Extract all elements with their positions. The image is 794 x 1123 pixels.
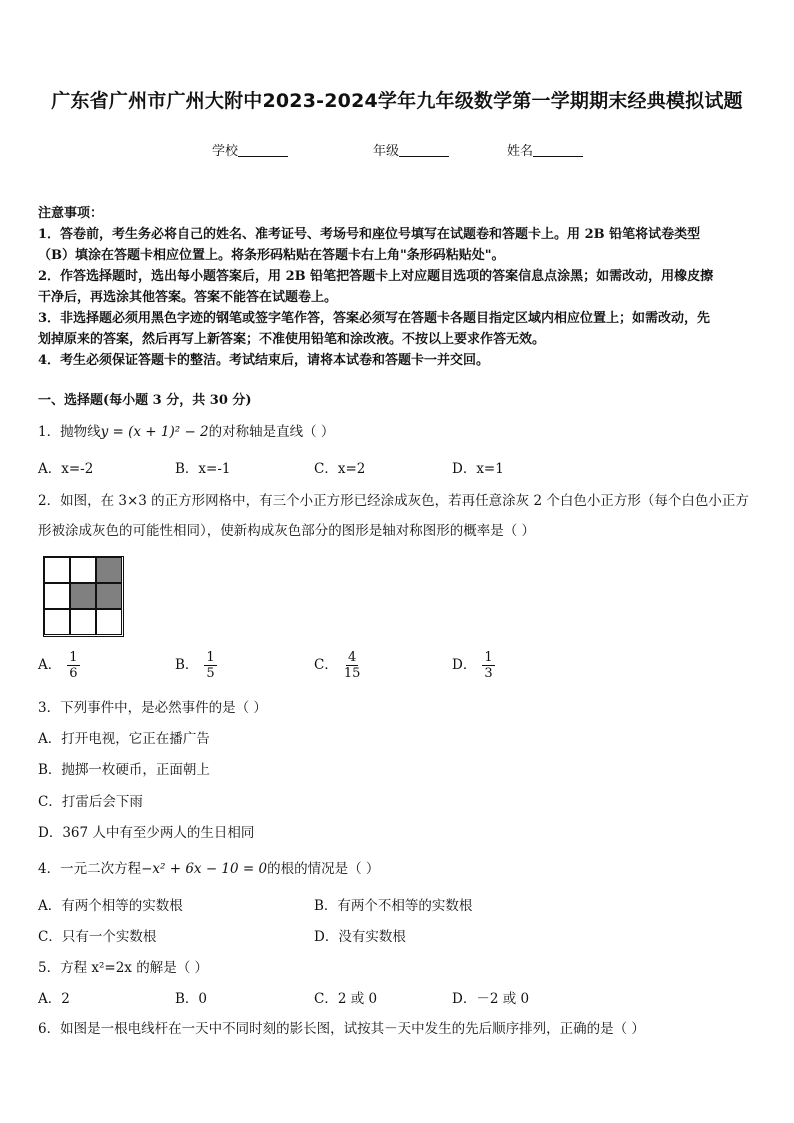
grid-cell <box>44 557 70 583</box>
denominator: 15 <box>343 666 361 681</box>
q3-option-d[interactable]: D．367 人中有至少两人的生日相同 <box>38 825 255 841</box>
option-label: A． <box>38 657 62 673</box>
fraction <box>482 650 494 681</box>
q5-option-b[interactable]: B．0 <box>175 991 208 1007</box>
q5-option-a[interactable]: A．2 <box>38 991 70 1007</box>
q4-equation: −x² + 6x − 10 = 0 <box>141 861 268 877</box>
grid-cell <box>70 609 96 635</box>
q4-pre: 4．一元二次方程 <box>38 861 142 877</box>
q2-option-a[interactable] <box>38 650 80 681</box>
question-2-stem-line2: 形被涂成灰色的可能性相同），使新构成灰色部分的图形是轴对称图形的概率是（ ） <box>38 523 536 539</box>
q1-option-d[interactable]: D．x=1 <box>452 461 504 477</box>
question-6-stem: 6．如图是一根电线杆在一天中不同时刻的影长图，试按其－天中发生的先后顺序排列，正确的是（ ） <box>38 1021 645 1037</box>
grade-field[interactable] <box>373 140 449 159</box>
numerator: 1 <box>484 650 493 665</box>
school-blank[interactable] <box>238 142 288 157</box>
q2-grid-figure <box>43 556 124 637</box>
name-field[interactable] <box>507 140 583 159</box>
q1-option-a[interactable]: A．x=-2 <box>38 461 94 477</box>
page-title: 广东省广州市广州大附中2023-2024学年九年级数学第一学期期末经典模拟试题 <box>51 90 743 112</box>
section-heading: 一、选择题(每小题 3 分，共 30 分) <box>38 393 252 408</box>
q4-post: 的根的情况是（ ） <box>267 861 380 877</box>
option-label: C． <box>314 657 338 673</box>
question-2-stem-line1: 2．如图，在 3×3 的正方形网格中，有三个小正方形已经涂成灰色，若再任意涂灰 2 个白色小正方形（每个白色小正方 <box>38 493 749 509</box>
q3-option-c[interactable]: C．打雷后会下雨 <box>38 794 143 810</box>
q5-option-c[interactable]: C．2 或 0 <box>314 991 378 1007</box>
option-label: B． <box>175 657 199 673</box>
question-4-stem <box>38 857 379 877</box>
q5-option-d[interactable]: D．－2 或 0 <box>452 991 530 1007</box>
notice-line: 1．答卷前，考生务必将自己的姓名、准考证号、考场号和座位号填写在试题卷和答题卡上。用 2B 铅笔将试卷类型 <box>38 227 701 242</box>
notice-heading: 注意事项： <box>38 206 104 221</box>
grid-cell <box>70 583 96 609</box>
notice-line: （B）填涂在答题卡相应位置上。将条形码粘贴在答题卡右上角"条形码粘贴处"。 <box>38 248 505 263</box>
q2-option-c[interactable] <box>314 650 360 681</box>
notice-line: 4．考生必须保证答题卡的整洁。考试结束后，请将本试卷和答题卡一并交回。 <box>38 353 490 368</box>
name-label: 姓名 <box>507 144 534 159</box>
notice-line: 干净后，再选涂其他答案。答案不能答在试题卷上。 <box>38 290 338 305</box>
q1-pre: 1．抛物线 <box>38 424 101 440</box>
grid-cell <box>44 583 70 609</box>
fraction <box>204 650 216 681</box>
q2-option-b[interactable] <box>175 650 217 681</box>
q4-option-a[interactable]: A．有两个相等的实数根 <box>38 898 183 914</box>
q4-option-d[interactable]: D．没有实数根 <box>314 929 406 945</box>
q3-option-b[interactable]: B．抛掷一枚硬币，正面朝上 <box>38 762 210 778</box>
denominator: 6 <box>69 666 78 681</box>
q2-option-d[interactable] <box>452 650 495 681</box>
question-5-stem: 5．方程 x²=2x 的解是（ ） <box>38 960 209 976</box>
notice-line: 2．作答选择题时，选出每小题答案后，用 2B 铅笔把答题卡上对应题目选项的答案信息点涂黑；如需改动，用橡皮擦 <box>38 269 714 284</box>
grade-label: 年级 <box>373 144 400 159</box>
school-field[interactable] <box>212 140 288 159</box>
numerator: 1 <box>69 650 78 665</box>
grid-cell <box>96 583 122 609</box>
school-label: 学校 <box>212 144 239 159</box>
q4-option-c[interactable]: C．只有一个实数根 <box>38 929 157 945</box>
grid-cell <box>96 557 122 583</box>
notice-line: 划掉原来的答案，然后再写上新答案；不准使用铅笔和涂改液。不按以上要求作答无效。 <box>38 332 546 347</box>
q1-equation: y = (x + 1)² − 2 <box>100 424 209 440</box>
question-1-stem <box>38 420 334 440</box>
q1-option-c[interactable]: C．x=2 <box>314 461 366 477</box>
denominator: 5 <box>206 666 215 681</box>
notice-line: 3．非选择题必须用黑色字迹的钢笔或签字笔作答，答案必须写在答题卡各题目指定区域内相应位置上；如需改动，先 <box>38 311 711 326</box>
question-3-stem: 3．下列事件中，是必然事件的是（ ） <box>38 700 267 716</box>
q3-option-a[interactable]: A．打开电视，它正在播广告 <box>38 731 210 747</box>
numerator: 4 <box>347 650 357 665</box>
q1-option-b[interactable]: B．x=-1 <box>175 461 231 477</box>
grid-cell <box>44 609 70 635</box>
grid-cell <box>70 557 96 583</box>
q1-post: 的对称轴是直线（ ） <box>208 424 335 440</box>
fraction <box>344 650 361 681</box>
grade-blank[interactable] <box>399 142 449 157</box>
option-label: D． <box>452 657 477 673</box>
grid-cell <box>96 609 122 635</box>
fraction <box>67 650 79 681</box>
numerator: 1 <box>206 650 215 665</box>
denominator: 3 <box>484 666 493 681</box>
name-blank[interactable] <box>533 142 583 157</box>
q4-option-b[interactable]: B．有两个不相等的实数根 <box>314 898 473 914</box>
